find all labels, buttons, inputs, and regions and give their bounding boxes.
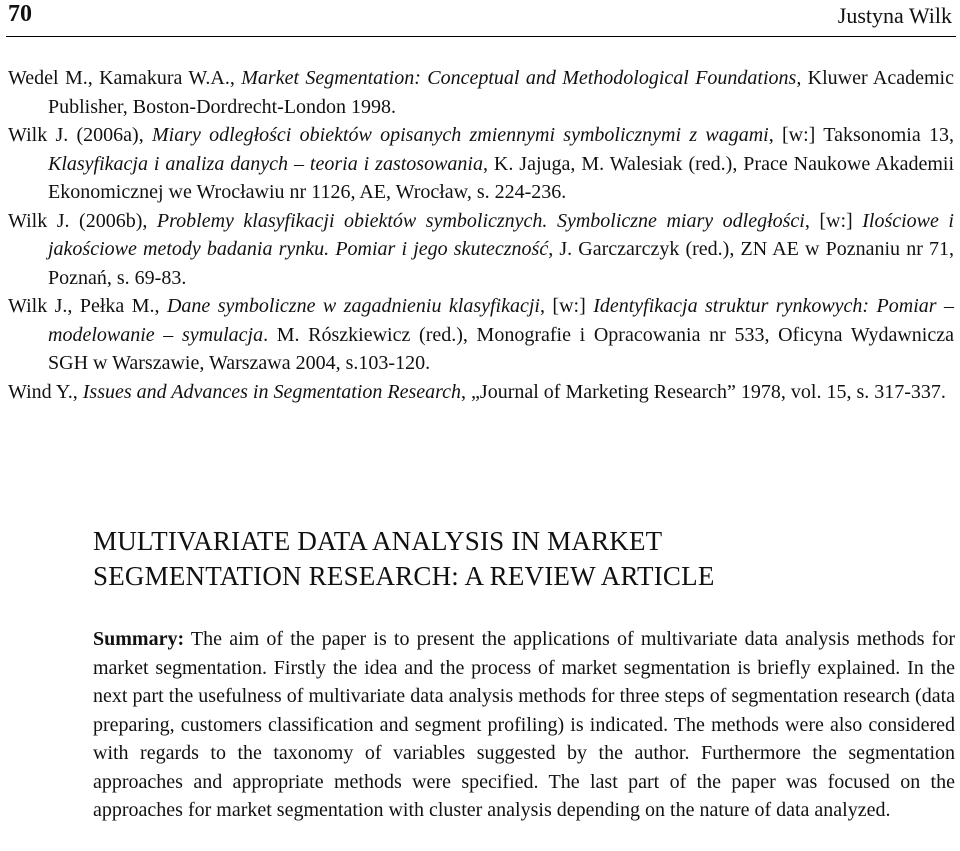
reference-text: , „Journal of Marketing Research” 1978, vol. 15, s. 317-337. [461,380,946,403]
reference-text: Wilk J., Pełka M., [8,295,167,317]
summary-label: Summary: [93,628,185,650]
reference-title: Identyfikacja struktur rynkowych: Pomiar – modelowanie – symulacja [48,295,954,346]
article-title [93,524,933,594]
reference-title: Dane symboliczne w zagadnieniu klasyfikacji [166,295,540,317]
page-number: 70 [8,1,32,27]
reference-text: , [w:] Taksonomia 13, [768,124,954,146]
running-header-author: Justyna Wilk [837,3,952,28]
article-title-line: MULTIVARIATE DATA ANALYSIS IN MARKET [93,526,663,556]
reference-text: , [w:] [539,295,594,317]
article-title-line: SEGMENTATION RESEARCH: A REVIEW ARTICLE [93,561,715,591]
reference-text: , J. Garczarczyk (red.), ZN AE w Poznaniu nr 71, Poznań, s. 69-83. [48,238,955,289]
reference-text: . M. Rószkiewicz (red.), Monografie i Opracowania nr 533, Oficyna Wydawnicza SGH w Warszawie, Warszawa 2004, s.103-120. [48,323,954,374]
reference-title: Issues and Advances in Segmentation Research [82,380,462,403]
article-summary [93,625,955,825]
summary-text: The aim of the paper is to present the applications of multivariate data analysis methods for market segmentation. Firstly the idea and the process of market segmentation is briefly explained. In the next part the usefulness of multivariate data analysis methods for three steps of segmentation research (data preparing, customers classification and segment profiling) is indicated. The methods were also considered with regards to the taxonomy of variables suggested by the author. Furthermore the segmentation approaches and appropriate methods were specified. The last part of the paper was focused on the approaches for market segmentation with cluster analysis depending on the nature of data analyzed. [93,628,955,821]
reference-text: Wilk J. (2006b), [8,209,157,232]
reference-entry [8,207,954,293]
reference-entry [8,121,954,207]
reference-entry [8,64,954,121]
reference-title: Miary odległości obiektów opisanych zmiennymi symbolicznymi z wagami [152,124,769,146]
reference-title: Klasyfikacja i analiza danych – teoria i zastosowania [48,152,483,175]
reference-text: , K. Jajuga, M. Walesiak (red.), Prace Naukowe Akademii Ekonomicznej we Wrocławiu nr 1126, AE, Wrocław, s. 224-236. [48,152,954,203]
reference-title: Market Segmentation: Conceptual and Methodological Foundations [241,67,797,89]
reference-text: Wedel M., Kamakura W.A., [8,67,242,89]
reference-title: Ilościowe i jakościowe metody badania rynku. Pomiar i jego skuteczność [48,209,954,260]
reference-text: , [w:] [804,209,863,232]
reference-text: Wind Y., [8,380,83,403]
reference-title: Problemy klasyfikacji obiektów symbolicznych. Symboliczne miary odległości [156,209,805,232]
reference-text: , Kluwer Academic Publisher, Boston-Dordrecht-London 1998. [48,67,954,118]
reference-entry [8,292,954,378]
running-header [6,0,956,37]
reference-entry [8,378,954,407]
reference-text: Wilk J. (2006a), [8,124,152,146]
references-list [8,64,954,406]
